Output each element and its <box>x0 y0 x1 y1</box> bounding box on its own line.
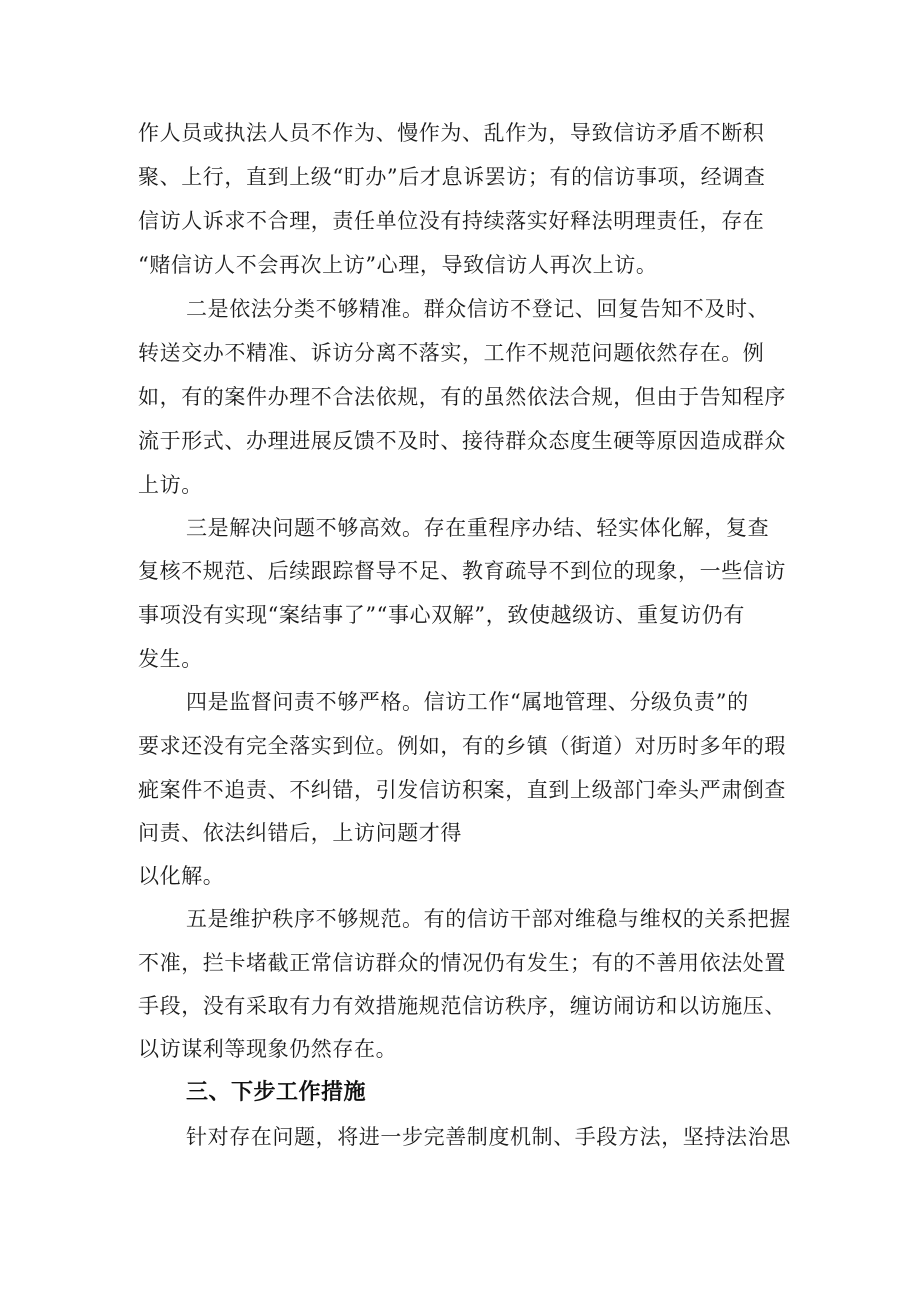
paragraph-line: 复核不规范、后续跟踪督导不足、教育疏导不到位的现象，一些信访 <box>138 559 786 583</box>
paragraph-line: 手段，没有采取有力有效措施规范信访秩序，缠访闹访和以访施压、 <box>138 994 786 1018</box>
paragraph-line: 五是维护秩序不够规范。有的信访干部对维稳与维权的关系把握 <box>186 907 791 931</box>
paragraph-line: 事项没有实现“案结事了”“事心双解”，致使越级访、重复访仍有 <box>138 603 745 627</box>
paragraph-line: 作人员或执法人员不作为、慢作为、乱作为，导致信访矛盾不断积 <box>138 121 765 145</box>
paragraph-line: 上访。 <box>138 473 203 497</box>
paragraph-line: 转送交办不精准、诉访分离不落实，工作不规范问题依然存在。例 <box>138 341 765 365</box>
paragraph-line: 要求还没有完全落实到位。例如，有的乡镇（街道）对历时多年的瑕 <box>138 734 786 758</box>
paragraph-line: 以访谋利等现象仍然存在。 <box>138 1037 398 1061</box>
paragraph-line: 发生。 <box>138 647 203 671</box>
paragraph-line: 如，有的案件办理不合法依规，有的虽然依法合规，但由于告知程序 <box>138 385 786 409</box>
paragraph-line: 不准，拦卡堵截正常信访群众的情况仍有发生；有的不善用依法处置 <box>138 951 786 975</box>
section-heading: 三、下步工作措施 <box>186 1080 367 1105</box>
paragraph-line: 以化解。 <box>138 864 225 888</box>
paragraph-line: “赌信访人不会再次上访”心理，导致信访人再次上访。 <box>138 253 658 277</box>
paragraph-line: 流于形式、办理进展反馈不及时、接待群众态度生硬等原因造成群众 <box>138 429 786 453</box>
paragraph-line: 二是依法分类不够精准。群众信访不登记、回复告知不及时、 <box>186 297 770 321</box>
paragraph-line: 问责、依法纠错后，上访问题才得 <box>138 821 462 845</box>
paragraph-line: 针对存在问题，将进一步完善制度机制、手段方法，坚持法治思 <box>186 1125 791 1149</box>
paragraph-line: 聚、上行，直到上级“盯办”后才息诉罢访；有的信访事项，经调查 <box>138 165 766 189</box>
paragraph-line: 信访人诉求不合理，责任单位没有持续落实好释法明理责任，存在 <box>138 209 765 233</box>
paragraph-line: 疵案件不追责、不纠错，引发信访积案，直到上级部门牵头严肃倒查 <box>138 778 786 802</box>
paragraph-line: 四是监督问责不够严格。信访工作“属地管理、分级负责”的 <box>186 690 749 714</box>
paragraph-line: 三是解决问题不够高效。存在重程序办结、轻实体化解，复查 <box>186 516 770 540</box>
